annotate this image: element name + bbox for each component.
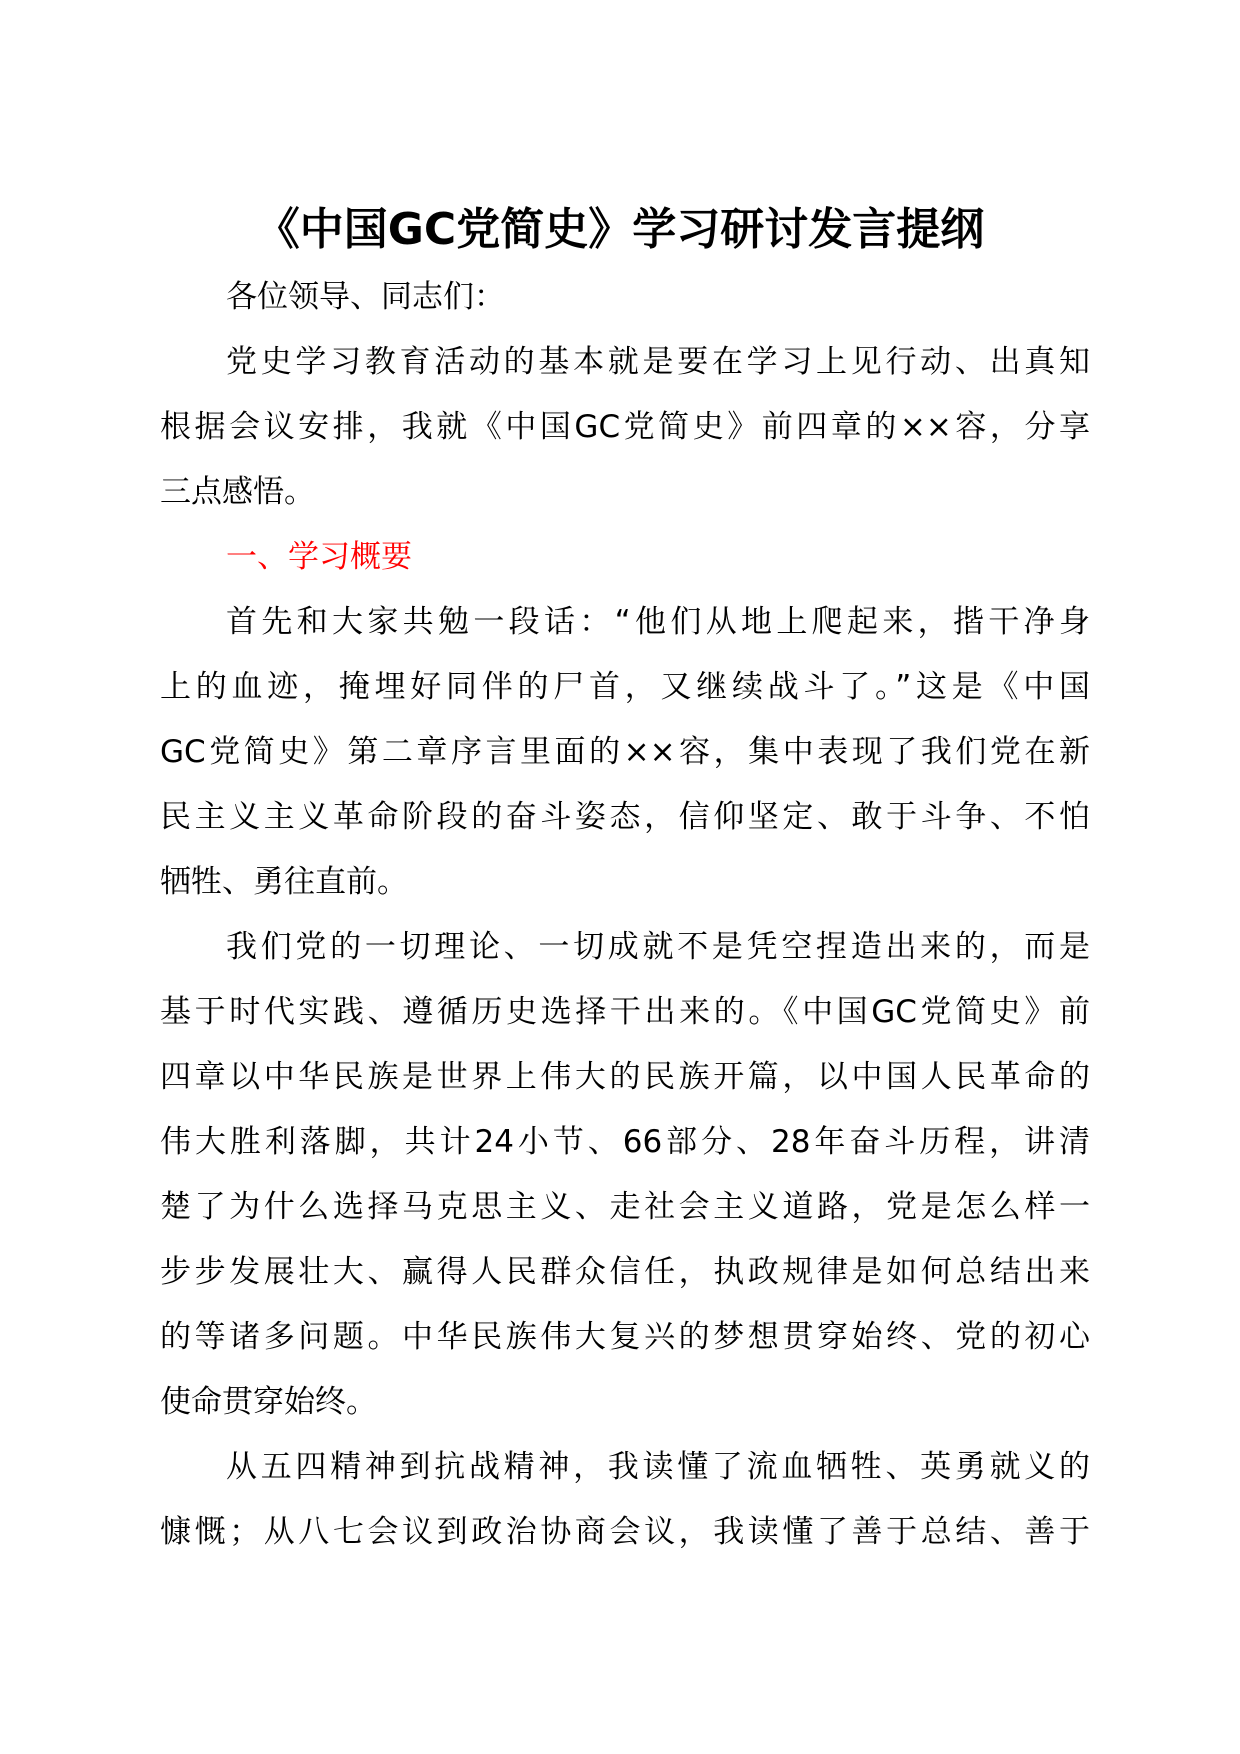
text-line: 根据会议安排，我就《中国GC党简史》前四章的××容，分享 bbox=[160, 409, 1090, 445]
text-line: 党史学习教育活动的基本就是要在学习上见行动、出真知 bbox=[226, 344, 1090, 380]
section-heading: 一、学习概要 bbox=[226, 539, 412, 575]
text-line: 楚了为什么选择马克思主义、走社会主义道路，党是怎么样一 bbox=[160, 1189, 1090, 1225]
text-line: 首先和大家共勉一段话：“他们从地上爬起来，揩干净身 bbox=[226, 604, 1090, 640]
text-line: 三点感悟。 bbox=[160, 474, 315, 510]
text-line: 从五四精神到抗战精神，我读懂了流血牺牲、英勇就义的 bbox=[226, 1449, 1090, 1485]
text-line: 伟大胜利落脚，共计24小节、66部分、28年奋斗历程，讲清 bbox=[160, 1124, 1090, 1160]
text-line: 的等诸多问题。中华民族伟大复兴的梦想贯穿始终、党的初心 bbox=[160, 1319, 1090, 1355]
text-line: 各位领导、同志们： bbox=[226, 279, 505, 315]
text-line: 四章以中华民族是世界上伟大的民族开篇，以中国人民革命的 bbox=[160, 1059, 1090, 1095]
document-body bbox=[160, 265, 1090, 1565]
text-line: 步步发展壮大、赢得人民群众信任，执政规律是如何总结出来 bbox=[160, 1254, 1090, 1290]
text-line: 我们党的一切理论、一切成就不是凭空捏造出来的，而是 bbox=[226, 929, 1090, 965]
text-line: 使命贯穿始终。 bbox=[160, 1384, 377, 1420]
text-line: 上的血迹，掩埋好同伴的尸首，又继续战斗了。”这是《中国 bbox=[160, 669, 1090, 705]
text-line: 牺牲、勇往直前。 bbox=[160, 864, 408, 900]
text-line: 基于时代实践、遵循历史选择干出来的。《中国GC党简史》前 bbox=[160, 994, 1090, 1030]
document-title: 《中国GC党简史》学习研讨发言提纲 bbox=[255, 204, 985, 255]
text-line: 慷慨；从八七会议到政治协商会议，我读懂了善于总结、善于 bbox=[160, 1514, 1090, 1550]
text-line: GC党简史》第二章序言里面的××容，集中表现了我们党在新 bbox=[160, 734, 1090, 770]
text-line: 民主义主义革命阶段的奋斗姿态，信仰坚定、敢于斗争、不怕 bbox=[160, 799, 1090, 835]
